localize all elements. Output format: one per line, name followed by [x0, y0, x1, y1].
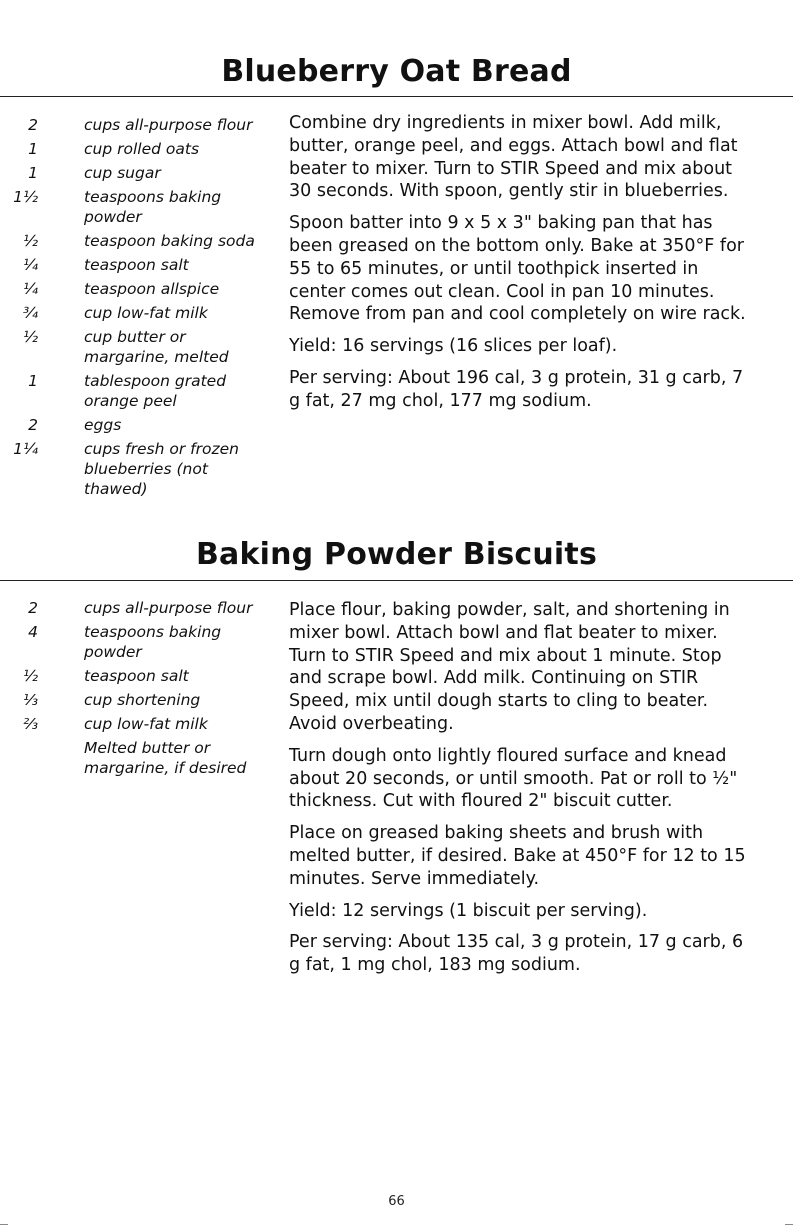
ingredient-description: teaspoons baking powder	[84, 188, 222, 226]
ingredient-description: cup butter or margarine, melted	[84, 328, 229, 366]
instructions-blueberry-oat-bread	[289, 112, 759, 422]
ingredient-item	[0, 139, 270, 159]
ingredient-item	[0, 622, 270, 662]
recipe-title-baking-powder-biscuits: Baking Powder Biscuits	[195, 537, 598, 572]
nutrition-text: Per serving: About 135 cal, 3 g protein, 17 g carb, 6 g fat, 1 mg chol, 183 mg sodium.	[289, 932, 744, 976]
ingredient-description: cups fresh or frozen blueberries (not thawed)	[84, 440, 239, 498]
ingredient-quantity: 1½	[13, 188, 38, 206]
ingredient-item	[0, 598, 270, 618]
ingredient-description: cup low-fat milk	[84, 715, 208, 733]
ingredient-item	[0, 303, 270, 323]
ingredient-item	[0, 738, 270, 778]
ingredient-item	[0, 327, 270, 367]
ingredient-item	[0, 231, 270, 251]
ingredient-description: cups all-purpose flour	[84, 599, 253, 617]
instruction-paragraph: Spoon batter into 9 x 5 x 3" baking pan that has been greased on the bottom only. Bake at 350°F for 55 to 65 minutes, or until toothpick inserted in center comes out clean. Cool in pan 10 minutes. Remove from pan and cool completely on wire rack.	[289, 213, 746, 325]
ingredient-description: cup low-fat milk	[84, 304, 208, 322]
ingredient-description: cup shortening	[84, 691, 201, 709]
ingredient-description: cup rolled oats	[84, 140, 200, 158]
ingredient-quantity: 2	[28, 599, 38, 617]
ingredient-description: teaspoon allspice	[84, 280, 220, 298]
ingredient-item	[0, 666, 270, 686]
ingredient-quantity: 1	[28, 140, 38, 158]
ingredient-description: cup sugar	[84, 164, 161, 182]
yield-text: Yield: 12 servings (1 biscuit per serving).	[289, 900, 648, 921]
ingredient-item	[0, 439, 270, 499]
ingredient-list-blueberry-oat-bread	[0, 115, 270, 503]
ingredient-description: Melted butter or margarine, if desired	[84, 739, 247, 777]
ingredient-item	[0, 163, 270, 183]
instruction-paragraph: Combine dry ingredients in mixer bowl. Add milk, butter, orange peel, and eggs. Attach bowl and flat beater to mixer. Turn to STIR Speed and mix about 30 seconds. With spoon, gently stir in blueberries.	[289, 113, 738, 202]
ingredient-quantity: 1	[28, 372, 38, 390]
yield-text: Yield: 16 servings (16 slices per loaf).	[289, 336, 618, 357]
recipe-title-blueberry-oat-bread: Blueberry Oat Bread	[221, 54, 572, 89]
ingredient-quantity: ⅓	[22, 691, 38, 709]
ingredient-item	[0, 690, 270, 710]
nutrition-text: Per serving: About 196 cal, 3 g protein, 31 g carb, 7 g fat, 27 mg chol, 177 mg sodium.	[289, 367, 744, 411]
instruction-paragraph: Turn dough onto lightly floured surface and knead about 20 seconds, or until smooth. Pat or roll to ½" thickness. Cut with floured 2" biscuit cutter.	[289, 745, 738, 812]
instructions-baking-powder-biscuits	[289, 599, 759, 986]
ingredient-quantity: ½	[22, 667, 38, 685]
ingredient-item	[0, 371, 270, 411]
title-divider	[0, 580, 793, 581]
ingredient-description: teaspoons baking powder	[84, 623, 222, 661]
ingredient-description: teaspoon salt	[84, 667, 189, 685]
ingredient-description: eggs	[84, 416, 122, 434]
ingredient-quantity: ¼	[22, 256, 38, 274]
ingredient-item	[0, 415, 270, 435]
ingredient-quantity: ¼	[22, 280, 38, 298]
instruction-paragraph: Place flour, baking powder, salt, and shortening in mixer bowl. Attach bowl and flat beater to mixer. Turn to STIR Speed and mix about 1 minute. Stop and scrape bowl. Add milk. Continuing on STIR Speed, mix until dough starts to cling to beater. Avoid overbeating.	[289, 600, 730, 734]
ingredient-item	[0, 255, 270, 275]
ingredient-quantity: 4	[28, 623, 38, 641]
ingredient-quantity: 1¼	[13, 440, 38, 458]
ingredient-item	[0, 187, 270, 227]
ingredient-quantity: 1	[28, 164, 38, 182]
ingredient-quantity: ⅔	[22, 715, 38, 733]
instruction-paragraph: Place on greased baking sheets and brush with melted butter, if desired. Bake at 450°F for 12 to 15 minutes. Serve immediately.	[289, 823, 746, 889]
ingredient-item	[0, 714, 270, 734]
ingredient-description: teaspoon salt	[84, 256, 189, 274]
ingredient-quantity: ½	[22, 328, 38, 346]
ingredient-quantity: 2	[28, 416, 38, 434]
ingredient-description: tablespoon grated orange peel	[84, 372, 227, 410]
ingredient-quantity: ¾	[22, 304, 38, 322]
page-number: 66	[388, 1194, 405, 1209]
ingredient-item	[0, 115, 270, 135]
ingredient-description: cups all-purpose flour	[84, 116, 253, 134]
ingredient-list-baking-powder-biscuits	[0, 598, 270, 782]
title-divider	[0, 96, 793, 97]
ingredient-quantity: ½	[22, 232, 38, 250]
ingredient-description: teaspoon baking soda	[84, 232, 255, 250]
ingredient-quantity: 2	[28, 116, 38, 134]
ingredient-item	[0, 279, 270, 299]
